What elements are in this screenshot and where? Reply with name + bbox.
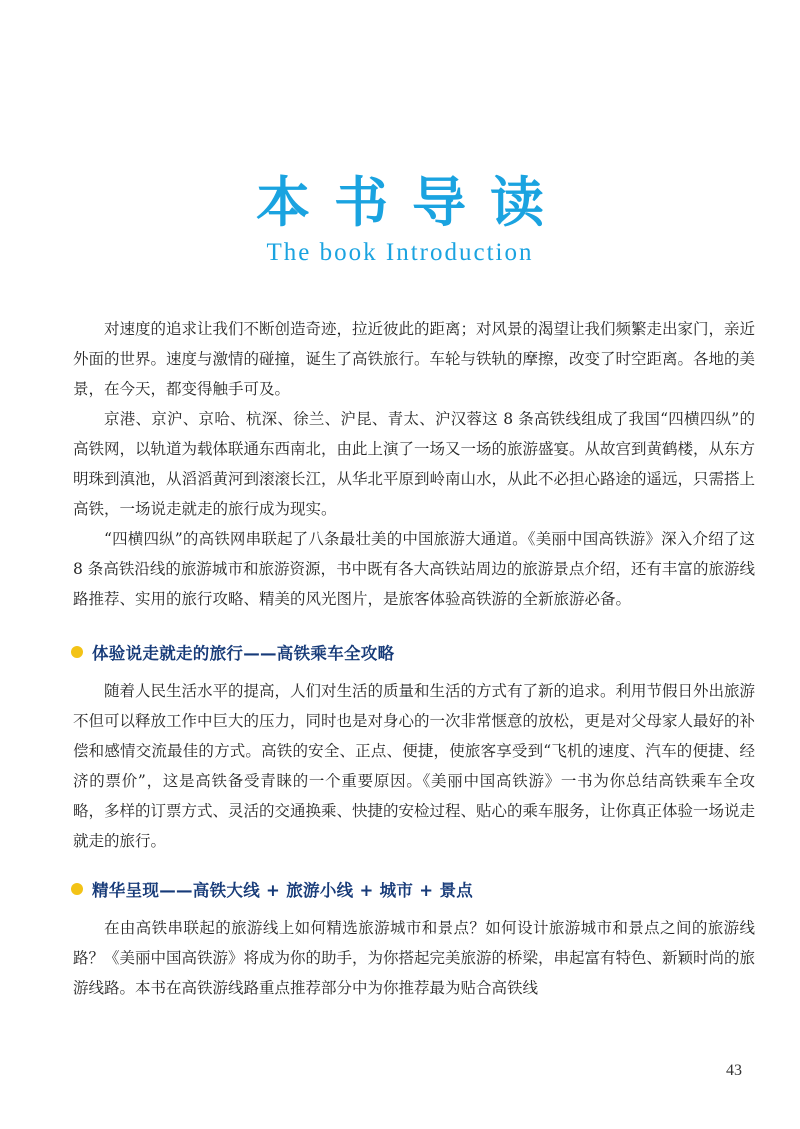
intro-paragraph-1: 对速度的追求让我们不断创造奇迹，拉近彼此的距离；对风景的渴望让我们频繁走出家门，亲近外面的世界。速度与激情的碰撞，诞生了高铁旅行。车轮与铁轨的摩擦，改变了时空距离。各地的美景，在今天，都变得触手可及。	[73, 320, 756, 398]
bullet-dot-icon	[71, 883, 83, 895]
page-title: 本书导读	[256, 171, 568, 234]
section-heading-2	[71, 874, 755, 904]
intro-paragraph-2: 京港、京沪、京哈、杭深、徐兰、沪昆、青太、沪汉蓉这 8 条高铁线组成了我国“四横四纵”的高铁网，以轨道为载体联通东西南北，由此上演了一场又一场的旅游盛宴。从故宫到黄鹤楼，从东方明珠到滇池，从滔滔黄河到滚滚长江，从华北平原到岭南山水，从此不必担心路途的遥远，只需搭上高铁，一场说走就走的旅行成为现实。	[73, 410, 756, 518]
intro-paragraph-3: “四横四纵”的高铁网串联起了八条最壮美的中国旅游大通道。《美丽中国高铁游》深入介绍了这 8 条高铁沿线的旅游城市和旅游资源，书中既有各大高铁站周边的旅游景点介绍，还有丰富的旅游线路推荐、实用的旅行攻略、精美的风光图片，是旅客体验高铁游的全新旅游必备。	[73, 530, 755, 608]
page-subtitle: The book Introduction	[266, 239, 534, 266]
section-2-paragraph-1: 在由高铁串联起的旅游线上如何精选旅游城市和景点？如何设计旅游城市和景点之间的旅游线路？《美丽中国高铁游》将成为你的助手，为你搭起完美旅游的桥梁，串起富有特色、新颖时尚的旅游线路。本书在高铁游线路重点推荐部分中为你推荐最为贴合高铁线	[73, 919, 756, 997]
section-1-paragraph-1: 随着人民生活水平的提高，人们对生活的质量和生活的方式有了新的追求。利用节假日外出旅游不但可以释放工作中巨大的压力，同时也是对身心的一次非常惬意的放松，更是对父母家人最好的补偿和感情交流最佳的方式。高铁的安全、正点、便捷，使旅客享受到“飞机的速度、汽车的便捷、经济的票价”，这是高铁备受青睐的一个重要原因。《美丽中国高铁游》一书为你总结高铁乘车全攻略，多样的订票方式、灵活的交通换乘、快捷的安检过程、贴心的乘车服务，让你真正体验一场说走就走的旅行。	[73, 682, 756, 850]
section-title-1: 体验说走就走的旅行——高铁乘车全攻略	[92, 644, 395, 663]
section-title-2: 精华呈现——高铁大线 + 旅游小线 + 城市 + 景点	[92, 881, 474, 900]
bullet-dot-icon	[71, 646, 83, 658]
body-content	[73, 314, 755, 1003]
section-heading-1	[71, 637, 755, 667]
page-number: 43	[726, 1062, 742, 1079]
